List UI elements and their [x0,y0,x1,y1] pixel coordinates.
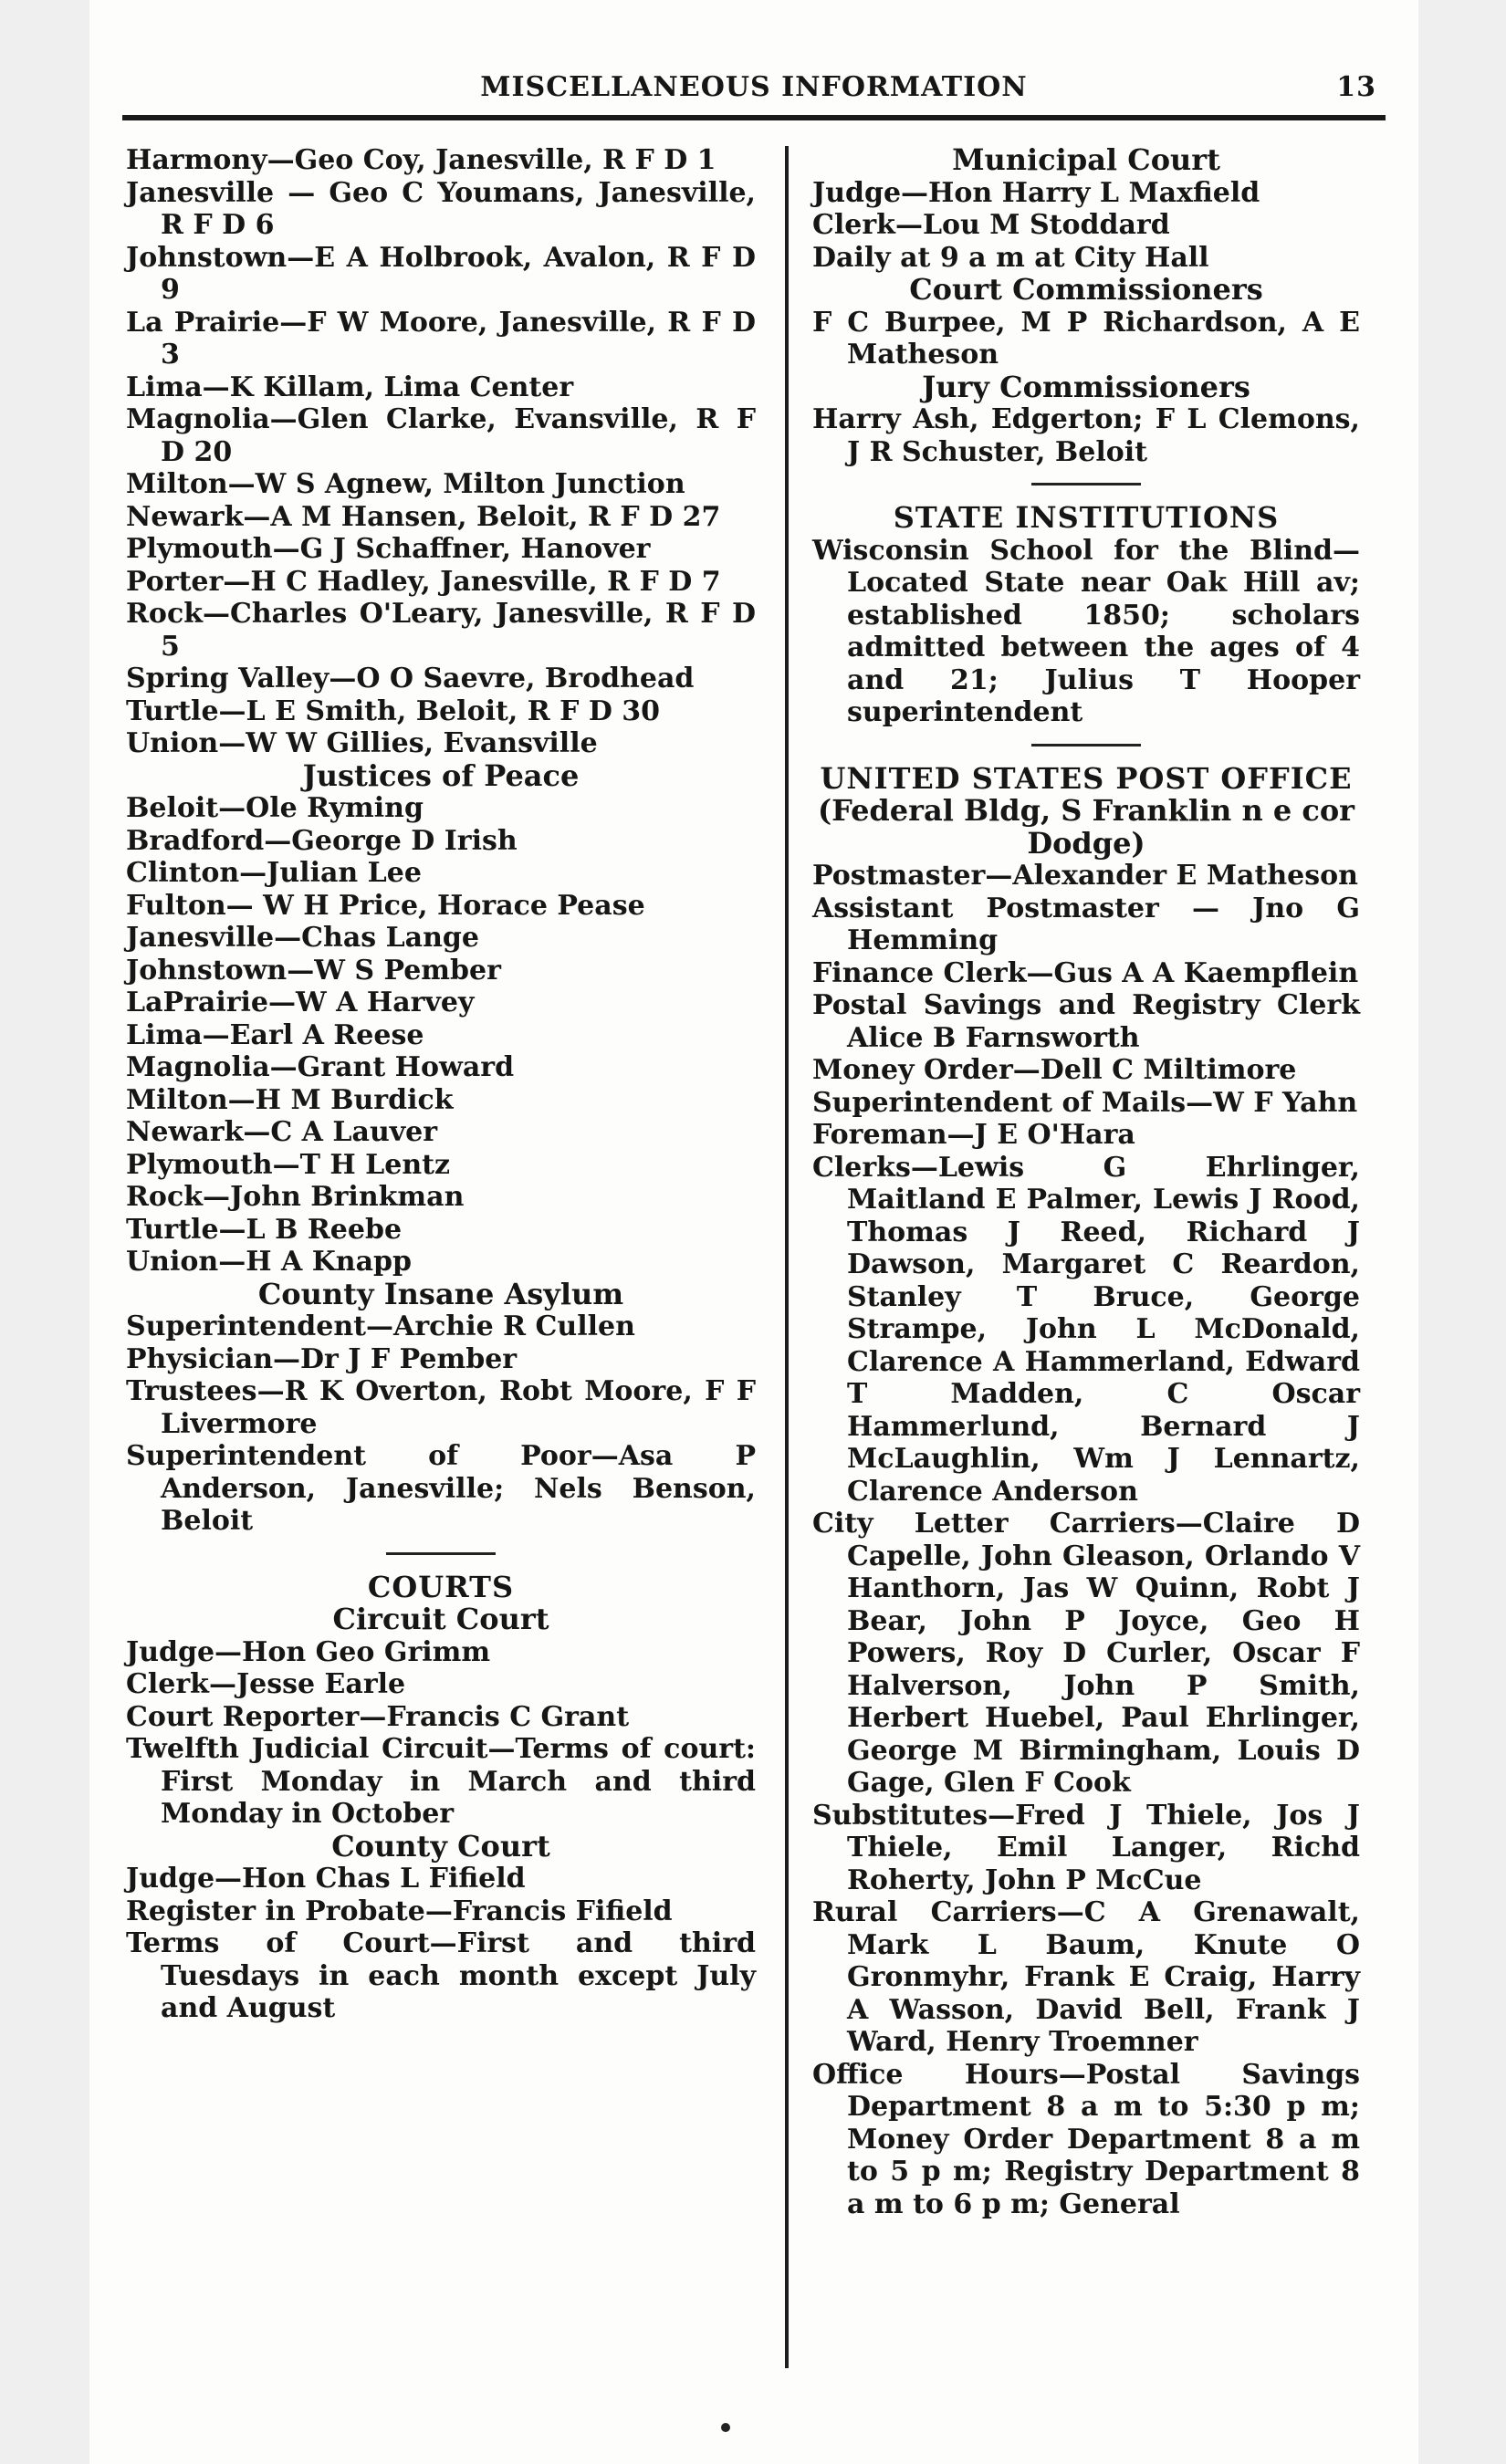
running-title: MISCELLANEOUS INFORMATION [480,71,1028,103]
directory-entry: Judge—Hon Chas L Fifield [126,1863,526,1895]
directory-entry: Johnstown—W S Pember [126,954,501,987]
directory-entry: Postmaster—Alexander E Matheson [812,860,1358,892]
directory-entry: Lima—K Killam, Lima Center [126,371,574,403]
directory-entry: Superintendent of Mails—W F Yahn [812,1086,1358,1119]
directory-entry: Daily at 9 a m at City Hall [812,241,1209,274]
directory-entry: Clerks—Lewis G Ehrlinger, Maitland E Palmer, Lewis J Rood, Thomas J Reed, Richard J Dawson, Margaret C Reardon, Stanley T Bruce, George Strampe, John L McDonald, Clarence A Hammerland, Edward T Madden, C Oscar Hammerlund, Bernard J McLaughlin, Wm J Lennartz, Clarence Anderson [812,1151,1360,1508]
directory-entry: Finance Clerk—Gus A A Kaempflein [812,956,1359,989]
directory-entry: Register in Probate—Francis Fifield [126,1895,673,1927]
directory-entry: LaPrairie—W A Harvey [126,987,475,1018]
directory-entry: Foreman—J E O'Hara [812,1119,1135,1151]
directory-entry: Superintendent of Poor—Asa P Anderson, Janesville; Nels Benson, Beloit [126,1440,756,1537]
column-divider [785,146,789,2368]
directory-entry: Rock—John Brinkman [126,1181,465,1213]
directory-entry: F C Burpee, M P Richardson, A E Matheson [812,306,1360,371]
directory-entry: Milton—H M Burdick [126,1083,454,1116]
section-separator [386,1552,496,1555]
section-heading: Court Commissioners [909,272,1263,307]
section-heading: Justices of Peace [302,757,580,793]
directory-entry: Johnstown—E A Holbrook, Avalon, R F D 9 [126,241,756,306]
directory-entry: Clinton—Julian Lee [126,857,422,889]
section-heading: Jury Commissioners [922,369,1250,404]
section-heading: (Federal Bldg, S Franklin n e cor Dodge) [817,793,1355,861]
directory-entry: Twelfth Judicial Circuit—Terms of court: First Monday in March and third Monday in October [126,1733,756,1830]
directory-entry: Terms of Court—First and third Tuesdays in each month except July and August [126,1927,756,2024]
directory-entry: Rural Carriers—C A Grenawalt, Mark L Baum, Knute O Gronmyhr, Frank E Craig, Harry A Wasson, David Bell, Frank J Ward, Henry Troemner [812,1896,1360,2058]
directory-entry: Rock—Charles O'Leary, Janesville, R F D 5 [126,598,756,663]
directory-entry: Plymouth—G J Schaffner, Hanover [126,533,651,565]
directory-entry: Newark—A M Hansen, Beloit, R F D 27 [126,500,721,533]
directory-entry: Turtle—L E Smith, Beloit, R F D 30 [126,694,661,727]
directory-entry: City Letter Carriers—Claire D Capelle, John Gleason, Orlando V Hanthorn, Jas W Quinn, Robt J Bear, John P Joyce, Geo H Powers, Roy D Curler, Oscar F Halverson, John P Smith, Herbert Huebel, Paul Ehrlinger, George M Birmingham, Louis D Gage, Glen F Cook [812,1508,1360,1799]
page-number: 13 [1336,71,1376,103]
directory-entry: Trustees—R K Overton, Robt Moore, F F Livermore [126,1375,756,1440]
directory-entry: Milton—W S Agnew, Milton Junction [126,468,685,500]
directory-entry: Assistant Postmaster — Jno G Hemming [812,892,1360,956]
directory-entry: Lima—Earl A Reese [126,1018,424,1051]
directory-entry: Beloit—Ole Ryming [126,792,424,824]
directory-entry: Clerk—Lou M Stoddard [812,209,1170,241]
directory-entry: Union—H A Knapp [126,1246,412,1278]
directory-entry: Porter—H C Hadley, Janesville, R F D 7 [126,565,721,598]
directory-entry: Newark—C A Lauver [126,1116,438,1148]
left-column [126,144,756,2025]
section-heading: County Court [331,1828,550,1864]
directory-entry: Plymouth—T H Lentz [126,1148,451,1181]
section-separator [1031,483,1141,485]
section-separator [1031,744,1141,747]
section-heading: UNITED STATES POST OFFICE [820,760,1353,796]
directory-entry: Postal Savings and Registry Clerk Alice B Farnsworth [812,989,1360,1054]
section-heading: Municipal Court [952,142,1220,177]
directory-entry: Spring Valley—O O Saevre, Brodhead [126,663,695,694]
directory-entry: Wisconsin School for the Blind—Located State near Oak Hill av; established 1850; scholars admitted between the ages of 4 and 21; Julius T Hooper superintendent [812,534,1360,728]
directory-entry: Office Hours—Postal Savings Department 8 a m to 5:30 p m; Money Order Department 8 a m to 5 p m; Registry Department 8 a m to 6 p m; General [812,2058,1360,2220]
directory-entry: Union—W W Gillies, Evansville [126,727,598,759]
directory-entry: Judge—Hon Harry L Maxfield [812,176,1260,209]
directory-page [89,0,1418,2464]
directory-entry: Harry Ash, Edgerton; F L Clemons, J R Schuster, Beloit [812,403,1360,468]
page-header [122,66,1386,113]
directory-entry: Turtle—L B Reebe [126,1213,403,1246]
directory-entry: La Prairie—F W Moore, Janesville, R F D 3 [126,306,756,371]
section-heading: COURTS [367,1569,515,1604]
directory-entry: Janesville—Chas Lange [126,922,479,954]
directory-entry: Fulton— W H Price, Horace Pease [126,889,645,922]
ink-speck [721,2423,730,2432]
directory-entry: Judge—Hon Geo Grimm [126,1635,491,1668]
directory-entry: Substitutes—Fred J Thiele, Jos J Thiele, Emil Langer, Richd Roherty, John P McCue [812,1799,1360,1896]
directory-entry: Court Reporter—Francis C Grant [126,1700,630,1733]
directory-entry: Money Order—Dell C Miltimore [812,1054,1297,1086]
header-rule [122,115,1386,120]
directory-entry: Superintendent—Archie R Cullen [126,1310,635,1342]
directory-entry: Bradford—George D Irish [126,824,518,857]
section-heading: Circuit Court [332,1602,549,1636]
directory-entry: Magnolia—Glen Clarke, Evansville, R F D 20 [126,403,756,468]
directory-entry: Harmony—Geo Coy, Janesville, R F D 1 [126,144,716,176]
section-heading: County Insane Asylum [257,1276,624,1311]
directory-entry: Magnolia—Grant Howard [126,1051,515,1083]
right-column [812,144,1360,2220]
directory-entry: Clerk—Jesse Earle [126,1668,406,1700]
directory-entry: Physician—Dr J F Pember [126,1342,518,1375]
directory-entry: Janesville — Geo C Youmans, Janesville, R F D 6 [126,176,756,241]
section-heading: STATE INSTITUTIONS [893,500,1280,535]
